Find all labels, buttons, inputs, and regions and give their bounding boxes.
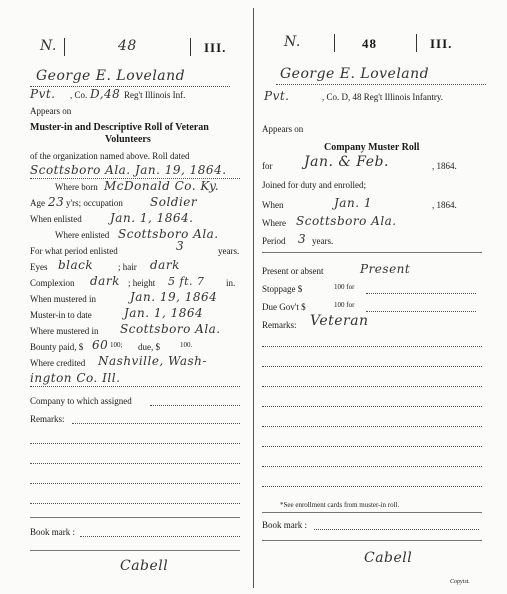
regiment-number: 48 (104, 87, 121, 101)
joined-when: Jan. 1 (334, 196, 372, 210)
muster-in-card: N. 48 III. George E. Loveland Pvt. , Co. D, 48 Reg't Illinois Inf. Appears on Muster-in and Descriptive Roll of Veteran Volunteers of the organization named above. Roll dated Scottsboro Ala. Jan. 19, 1864. Where born McDonald Co. Ky. Age 23 y'rs; occupation Soldier When enlisted Jan. 1, 1864. Where enlisted Scottsboro Ala. For what period enlisted 3 years. Eyes black ; hair dark Complexion dark ; height 5 ft. 7 in. When mustered in Jan. 19, 1864 Muster-in to date Jan. 1, 1864 Where mustered in Scottsboro Ala. Bounty paid, $ 60 100; due, $ 100. Where credited Nashville, Wash- ington Co. Ill. Company to which assigned Remarks: Book mark : Cabell (30, 38, 240, 574)
occupation: Soldier (150, 195, 198, 209)
roman-numeral: III. (430, 36, 453, 51)
complexion: dark (90, 274, 120, 288)
height: 5 ft. 7 (168, 275, 205, 288)
rank: Pvt. (30, 87, 56, 101)
regiment-number: 48 (362, 36, 377, 51)
roll-title: Company Muster Roll (324, 142, 420, 153)
roll-title: Muster-in and Descriptive Roll of Veteran (30, 122, 209, 133)
soldier-name: George E. Loveland (280, 66, 430, 82)
joined-where: Scottsboro Ala. (296, 214, 397, 228)
roll-period: Jan. & Feb. (304, 154, 389, 170)
regiment-handwritten: 48 (118, 38, 137, 54)
roll-title-2: Volunteers (105, 134, 151, 145)
footnote: *See enrollment cards from muster-in roll. (280, 501, 400, 509)
state-handwritten: N. (284, 34, 301, 50)
company-muster-card: N. 48 III. George E. Loveland Pvt. , Co. D, 48 Reg't Illinois Infantry. Appears on Company Muster Roll for Jan. & Feb. , 1864. Joined for duty and enrolled; When Jan. 1 , 1864. Where Scottsboro Ala. Period 3 years. Present or absent Present Stoppage $ 100 for Due Gov't $ 100 for Remarks: Veteran *See enrollment cards from muster-in roll. Book mark : Cabell Copyist. (254, 0, 507, 594)
header-rule (334, 34, 335, 52)
where-born: McDonald Co. Ky. (104, 179, 220, 193)
present-absent: Present (360, 262, 411, 276)
appears-on-label: Appears on (262, 124, 304, 134)
when-mustered: Jan. 19, 1864 (130, 290, 218, 304)
period: 3 (298, 232, 307, 246)
muster-to-date: Jan. 1, 1864 (124, 306, 204, 320)
eye-color: black (58, 258, 94, 272)
copyist-signature: Cabell (364, 550, 413, 566)
state-handwritten: N. (40, 38, 57, 54)
period-enlisted: 3 (176, 239, 185, 253)
when-enlisted: Jan. 1, 1864. (110, 211, 194, 225)
bounty-paid: 60 (92, 338, 109, 352)
roll-dated: Scottsboro Ala. Jan. 19, 1864. (30, 163, 227, 177)
where-mustered: Scottsboro Ala. (120, 322, 221, 336)
soldier-name: George E. Loveland (36, 68, 186, 84)
roman-numeral: III. (204, 40, 227, 55)
appears-on-label: Appears on (30, 106, 72, 116)
rank: Pvt. (264, 89, 290, 103)
header-rule (190, 38, 191, 56)
hair-color: dark (150, 258, 180, 272)
where-credited: Nashville, Wash- (98, 354, 207, 368)
company-letter: D, (90, 87, 105, 101)
copyist-label: Copyist. (450, 579, 470, 585)
where-credited-2: ington Co. Ill. (30, 371, 121, 385)
copyist-signature: Cabell (120, 558, 169, 574)
where-enlisted: Scottsboro Ala. (118, 227, 219, 241)
header-rule (64, 38, 65, 56)
header-rule (416, 34, 417, 52)
remarks: Veteran (310, 313, 369, 329)
age: 23 (48, 195, 65, 209)
